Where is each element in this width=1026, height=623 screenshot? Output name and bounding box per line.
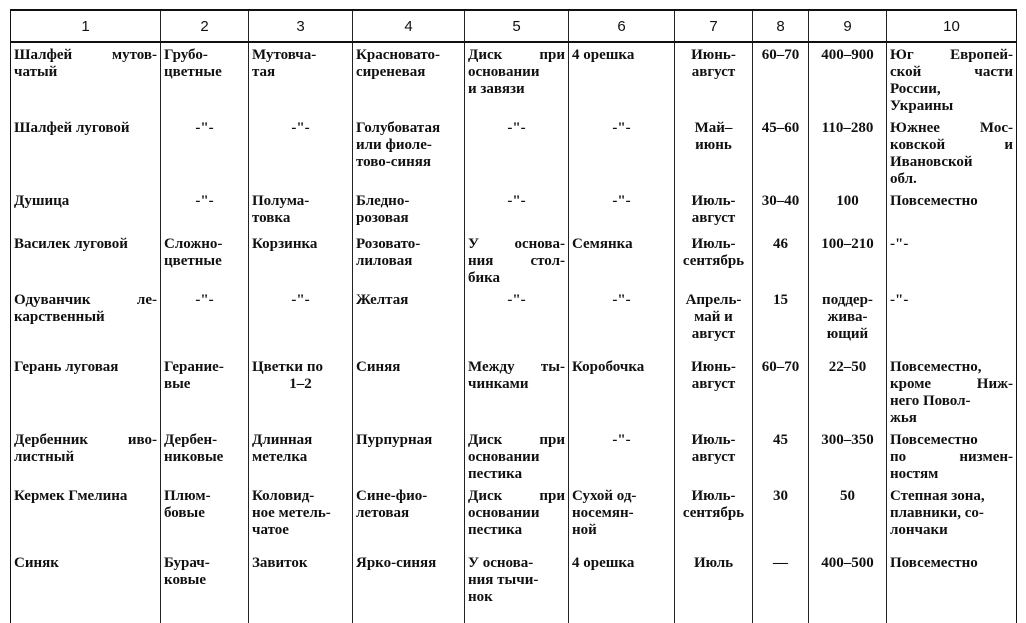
table-cell-col-6 xyxy=(569,231,675,287)
table-row xyxy=(11,231,1017,287)
cell-text-line: Ивановской xyxy=(890,154,973,170)
cell-text-line: Шалфей мутов- xyxy=(14,47,157,63)
table-cell-col-9 xyxy=(809,231,887,287)
table-cell-col-6 xyxy=(569,287,675,354)
table-cell-col-5 xyxy=(465,42,569,115)
table-cell-col-10 xyxy=(887,42,1017,115)
cell-text-line: нок xyxy=(468,589,493,605)
table-cell-col-10 xyxy=(887,115,1017,188)
cell-text-line: 1–2 xyxy=(289,376,312,392)
table-cell-col-5 xyxy=(465,427,569,483)
cell-text-line: чатый xyxy=(14,64,58,80)
cell-text-line: Между ты- xyxy=(468,359,565,375)
cell-text-line: август xyxy=(691,210,736,226)
cell-text-line: поддер- xyxy=(822,292,873,308)
cell-text-line: ковской и xyxy=(890,137,1013,153)
cell-text-line: бовые xyxy=(164,505,205,521)
cell-text-line: — xyxy=(773,555,788,571)
table-cell-col-6 xyxy=(569,188,675,231)
cell-text-line: 30–40 xyxy=(761,193,800,209)
column-header-10: 10 xyxy=(887,10,1017,42)
table-cell-col-3 xyxy=(249,550,353,623)
cell-text-line: Июль- xyxy=(691,236,736,252)
table-cell-col-3 xyxy=(249,483,353,550)
cell-text-line: России, xyxy=(890,81,941,97)
cell-text-line: 110–280 xyxy=(821,120,874,136)
cell-text-line: 45–60 xyxy=(761,120,800,136)
cell-text-line: Пурпурная xyxy=(356,432,433,448)
cell-text-line: бика xyxy=(468,270,501,286)
table-cell-col-6 xyxy=(569,42,675,115)
table-cell-col-6 xyxy=(569,550,675,623)
cell-text-line: Июнь- xyxy=(691,47,736,63)
cell-text-line: 60–70 xyxy=(761,359,800,375)
cell-text-line: 400–500 xyxy=(821,555,874,571)
table-cell-col-9 xyxy=(809,354,887,427)
table-cell-col-6 xyxy=(569,427,675,483)
cell-text-line: носемян- xyxy=(572,505,634,521)
cell-text-line: него Повол- xyxy=(890,393,971,409)
cell-text-line: июнь xyxy=(695,137,732,153)
cell-text-line: Повсеместно xyxy=(890,193,978,209)
cell-text-line: август xyxy=(691,326,736,342)
cell-text-line: карственный xyxy=(14,309,105,325)
table-cell-col-8 xyxy=(753,483,809,550)
cell-text-line: плавники, со- xyxy=(890,505,984,521)
cell-text-line: ное метель- xyxy=(252,505,331,521)
table-cell-col-4 xyxy=(353,427,465,483)
cell-text-line: Май– xyxy=(694,120,733,136)
table-cell-col-4 xyxy=(353,188,465,231)
cell-text-line: жива- xyxy=(827,309,868,325)
column-header-5: 5 xyxy=(465,10,569,42)
cell-text-line: Желтая xyxy=(356,292,409,308)
table-cell-col-9 xyxy=(809,427,887,483)
cell-text-line: Диск при xyxy=(468,47,565,63)
cell-text-line: цветные xyxy=(164,253,222,269)
table-cell-col-2 xyxy=(161,427,249,483)
cell-text-line: сентябрь xyxy=(682,253,745,269)
table-cell-col-5 xyxy=(465,115,569,188)
table-cell-col-9 xyxy=(809,188,887,231)
cell-text-line: 400–900 xyxy=(821,47,874,63)
cell-text-line: Семянка xyxy=(572,236,633,252)
table-cell-col-2 xyxy=(161,483,249,550)
table-cell-col-7 xyxy=(675,287,753,354)
table-cell-col-9 xyxy=(809,115,887,188)
table-row xyxy=(11,354,1017,427)
table-cell-col-4 xyxy=(353,483,465,550)
table-cell-col-1 xyxy=(11,427,161,483)
cell-text-line: ностям xyxy=(890,466,939,482)
cell-text-line: Длинная xyxy=(252,432,313,448)
cell-text-line: Грубо- xyxy=(164,47,208,63)
cell-text-line: ния тычи- xyxy=(468,572,539,588)
cell-text-line: Мутовча- xyxy=(252,47,317,63)
table-cell-col-7 xyxy=(675,42,753,115)
cell-text-line: -"- xyxy=(612,432,631,448)
table-cell-col-1 xyxy=(11,42,161,115)
cell-text-line: -"- xyxy=(195,292,214,308)
cell-text-line: пестика xyxy=(468,466,523,482)
cell-text-line: Бурач- xyxy=(164,555,210,571)
column-header-4: 4 xyxy=(353,10,465,42)
cell-text-line: ния стол- xyxy=(468,253,565,269)
cell-text-line: Кермек Гмелина xyxy=(14,488,128,504)
cell-text-line: Синяк xyxy=(14,555,59,571)
cell-text-line: -"- xyxy=(291,120,310,136)
table-cell-col-4 xyxy=(353,115,465,188)
table-cell-col-8 xyxy=(753,42,809,115)
header-row xyxy=(11,10,1017,42)
cell-text-line: ной xyxy=(572,522,597,538)
table-cell-col-2 xyxy=(161,354,249,427)
cell-text-line: тово-синяя xyxy=(356,154,431,170)
table-cell-col-7 xyxy=(675,550,753,623)
cell-text-line: май и xyxy=(694,309,733,325)
cell-text-line: 45 xyxy=(773,432,788,448)
cell-text-line: 50 xyxy=(840,488,855,504)
table-cell-col-10 xyxy=(887,483,1017,550)
cell-text-line: Коловид- xyxy=(252,488,315,504)
table-cell-col-4 xyxy=(353,287,465,354)
cell-text-line: чинками xyxy=(468,376,529,392)
table-cell-col-7 xyxy=(675,231,753,287)
cell-text-line: Ярко-синяя xyxy=(356,555,437,571)
cell-text-line: жья xyxy=(890,410,917,426)
table-cell-col-4 xyxy=(353,42,465,115)
cell-text-line: никовые xyxy=(164,449,224,465)
cell-text-line: 4 орешка xyxy=(572,47,635,63)
cell-text-line: сентябрь xyxy=(682,505,745,521)
table-body xyxy=(11,42,1017,623)
cell-text-line: -"- xyxy=(612,193,631,209)
table-cell-col-9 xyxy=(809,550,887,623)
cell-text-line: чатое xyxy=(252,522,289,538)
cell-text-line: Повсеместно xyxy=(890,555,978,571)
table-cell-col-6 xyxy=(569,115,675,188)
cell-text-line: пестика xyxy=(468,522,523,538)
cell-text-line: кроме Ниж- xyxy=(890,376,1013,392)
cell-text-line: -"- xyxy=(890,292,909,308)
plant-table xyxy=(10,9,1017,623)
cell-text-line: Повсеместно, xyxy=(890,359,982,375)
table-row xyxy=(11,550,1017,623)
table-cell-col-1 xyxy=(11,287,161,354)
cell-text-line: Июль xyxy=(693,555,734,571)
cell-text-line: 100–210 xyxy=(821,236,874,252)
table-cell-col-2 xyxy=(161,550,249,623)
table-cell-col-2 xyxy=(161,115,249,188)
column-header-6: 6 xyxy=(569,10,675,42)
table-cell-col-3 xyxy=(249,354,353,427)
cell-text-line: 300–350 xyxy=(821,432,874,448)
table-cell-col-8 xyxy=(753,550,809,623)
cell-text-line: товка xyxy=(252,210,291,226)
table-row xyxy=(11,188,1017,231)
cell-text-line: Розовато- xyxy=(356,236,421,252)
cell-text-line: -"- xyxy=(612,120,631,136)
table-cell-col-3 xyxy=(249,188,353,231)
cell-text-line: цветные xyxy=(164,64,222,80)
cell-text-line: Герань луговая xyxy=(14,359,119,375)
table-cell-col-3 xyxy=(249,115,353,188)
cell-text-line: Бледно- xyxy=(356,193,410,209)
cell-text-line: Одуванчик ле- xyxy=(14,292,157,308)
cell-text-line: У основа- xyxy=(468,236,565,252)
table-cell-col-5 xyxy=(465,287,569,354)
table-cell-col-2 xyxy=(161,42,249,115)
table-cell-col-1 xyxy=(11,115,161,188)
cell-text-line: ской части xyxy=(890,64,1013,80)
cell-text-line: обл. xyxy=(890,171,917,187)
column-header-7: 7 xyxy=(675,10,753,42)
table-cell-col-1 xyxy=(11,354,161,427)
cell-text-line: 46 xyxy=(773,236,788,252)
cell-text-line: -"- xyxy=(507,120,526,136)
cell-text-line: -"- xyxy=(291,292,310,308)
column-header-9: 9 xyxy=(809,10,887,42)
table-cell-col-7 xyxy=(675,354,753,427)
cell-text-line: Корзинка xyxy=(252,236,318,252)
cell-text-line: Цветки по xyxy=(252,359,323,375)
table-cell-col-4 xyxy=(353,354,465,427)
table-cell-col-6 xyxy=(569,483,675,550)
table-cell-col-7 xyxy=(675,483,753,550)
cell-text-line: Сложно- xyxy=(164,236,223,252)
cell-text-line: 60–70 xyxy=(761,47,800,63)
table-cell-col-1 xyxy=(11,188,161,231)
table-cell-col-10 xyxy=(887,550,1017,623)
cell-text-line: основании xyxy=(468,64,540,80)
cell-text-line: Июль- xyxy=(691,193,736,209)
table-cell-col-6 xyxy=(569,354,675,427)
cell-text-line: 100 xyxy=(836,193,859,209)
table-cell-col-5 xyxy=(465,483,569,550)
table-cell-col-1 xyxy=(11,483,161,550)
cell-text-line: Диск при xyxy=(468,432,565,448)
cell-text-line: по низмен- xyxy=(890,449,1013,465)
cell-text-line: розовая xyxy=(356,210,409,226)
cell-text-line: 22–50 xyxy=(828,359,867,375)
table-cell-col-3 xyxy=(249,231,353,287)
cell-text-line: Завиток xyxy=(252,555,308,571)
cell-text-line: Степная зона, xyxy=(890,488,985,504)
cell-text-line: -"- xyxy=(195,120,214,136)
cell-text-line: 30 xyxy=(773,488,788,504)
cell-text-line: Гераниe- xyxy=(164,359,224,375)
cell-text-line: август xyxy=(691,376,736,392)
table-cell-col-5 xyxy=(465,188,569,231)
table-cell-col-8 xyxy=(753,115,809,188)
cell-text-line: Сине-фио- xyxy=(356,488,428,504)
cell-text-line: Полума- xyxy=(252,193,310,209)
cell-text-line: Душица xyxy=(14,193,70,209)
cell-text-line: Сухой од- xyxy=(572,488,637,504)
cell-text-line: -"- xyxy=(507,292,526,308)
table-cell-col-3 xyxy=(249,427,353,483)
cell-text-line: -"- xyxy=(612,292,631,308)
cell-text-line: основании xyxy=(468,505,540,521)
column-header-2: 2 xyxy=(161,10,249,42)
cell-text-line: Повсеместно xyxy=(890,432,978,448)
cell-text-line: -"- xyxy=(507,193,526,209)
table-row xyxy=(11,42,1017,115)
table-cell-col-10 xyxy=(887,427,1017,483)
table-cell-col-5 xyxy=(465,231,569,287)
cell-text-line: Плюм- xyxy=(164,488,211,504)
cell-text-line: листный xyxy=(14,449,75,465)
table-cell-col-2 xyxy=(161,188,249,231)
cell-text-line: -"- xyxy=(890,236,909,252)
cell-text-line: Апрель- xyxy=(685,292,742,308)
cell-text-line: У основа- xyxy=(468,555,534,571)
cell-text-line: Диск при xyxy=(468,488,565,504)
cell-text-line: летовая xyxy=(356,505,410,521)
cell-text-line: ковые xyxy=(164,572,207,588)
cell-text-line: лончаки xyxy=(890,522,948,538)
table-cell-col-2 xyxy=(161,231,249,287)
table-cell-col-9 xyxy=(809,42,887,115)
table-cell-col-10 xyxy=(887,287,1017,354)
table-cell-col-3 xyxy=(249,287,353,354)
table-cell-col-3 xyxy=(249,42,353,115)
cell-text-line: тая xyxy=(252,64,276,80)
cell-text-line: основании xyxy=(468,449,540,465)
cell-text-line: лиловая xyxy=(356,253,413,269)
table-cell-col-8 xyxy=(753,231,809,287)
table-cell-col-5 xyxy=(465,550,569,623)
table-cell-col-1 xyxy=(11,550,161,623)
cell-text-line: Василек луговой xyxy=(14,236,128,252)
table-row xyxy=(11,287,1017,354)
cell-text-line: вые xyxy=(164,376,191,392)
cell-text-line: 4 орешка xyxy=(572,555,635,571)
table-cell-col-9 xyxy=(809,287,887,354)
cell-text-line: Шалфей луговой xyxy=(14,120,130,136)
cell-text-line: Дербенник иво- xyxy=(14,432,157,448)
cell-text-line: Июль- xyxy=(691,488,736,504)
table-cell-col-4 xyxy=(353,231,465,287)
column-header-8: 8 xyxy=(753,10,809,42)
cell-text-line: Июль- xyxy=(691,432,736,448)
table-cell-col-10 xyxy=(887,188,1017,231)
table-cell-col-10 xyxy=(887,231,1017,287)
cell-text-line: Красновато- xyxy=(356,47,441,63)
cell-text-line: Украины xyxy=(890,98,954,114)
table-cell-col-8 xyxy=(753,287,809,354)
column-header-3: 3 xyxy=(249,10,353,42)
table-cell-col-2 xyxy=(161,287,249,354)
cell-text-line: Синяя xyxy=(356,359,401,375)
cell-text-line: и завязи xyxy=(468,81,525,97)
table-cell-col-5 xyxy=(465,354,569,427)
table-cell-col-1 xyxy=(11,231,161,287)
cell-text-line: метелка xyxy=(252,449,308,465)
cell-text-line: Июнь- xyxy=(691,359,736,375)
cell-text-line: или фиоле- xyxy=(356,137,432,153)
table-cell-col-7 xyxy=(675,427,753,483)
table-cell-col-8 xyxy=(753,188,809,231)
column-header-1: 1 xyxy=(11,10,161,42)
cell-text-line: август xyxy=(691,449,736,465)
cell-text-line: август xyxy=(691,64,736,80)
table-row xyxy=(11,115,1017,188)
cell-text-line: сиреневая xyxy=(356,64,426,80)
table-cell-col-7 xyxy=(675,188,753,231)
cell-text-line: -"- xyxy=(195,193,214,209)
table-cell-col-8 xyxy=(753,354,809,427)
cell-text-line: Коробочка xyxy=(572,359,645,375)
cell-text-line: Южнее Мос- xyxy=(890,120,1013,136)
table-cell-col-8 xyxy=(753,427,809,483)
cell-text-line: ющий xyxy=(826,326,869,342)
cell-text-line: Голубоватая xyxy=(356,120,441,136)
cell-text-line: Дербен- xyxy=(164,432,218,448)
cell-text-line: 15 xyxy=(773,292,788,308)
table-row xyxy=(11,427,1017,483)
table-cell-col-9 xyxy=(809,483,887,550)
cell-text-line: Юг Европей- xyxy=(890,47,1013,63)
table-cell-col-7 xyxy=(675,115,753,188)
table-row xyxy=(11,483,1017,550)
table-cell-col-4 xyxy=(353,550,465,623)
table-cell-col-10 xyxy=(887,354,1017,427)
